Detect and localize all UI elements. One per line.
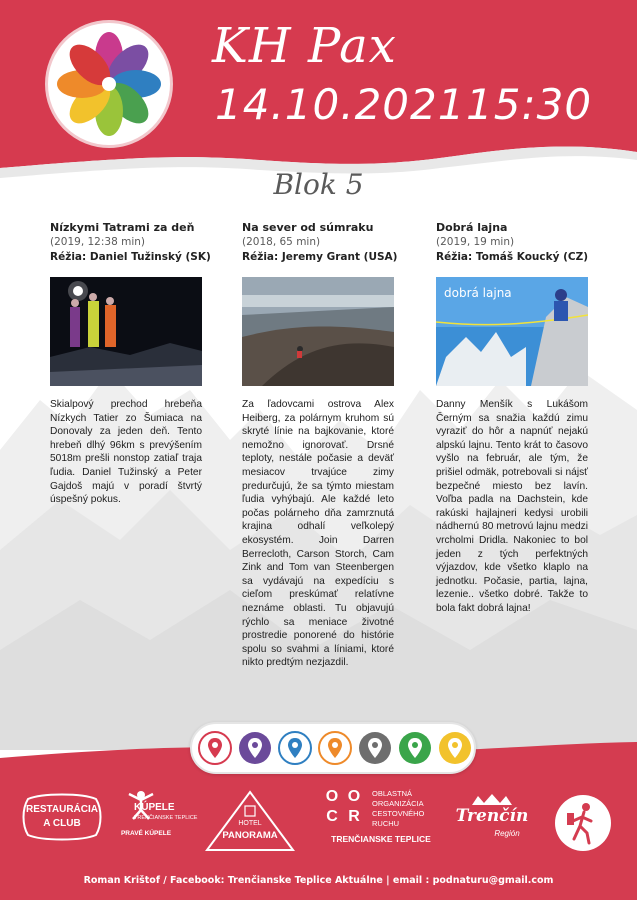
sponsor-kupele-name: KÚPELE xyxy=(134,802,175,813)
pin-bar xyxy=(190,722,476,774)
oocr-letter: O xyxy=(347,788,361,805)
film-meta: (2018, 65 min) xyxy=(242,236,321,248)
hiker-logo-icon xyxy=(553,793,613,853)
oocr-word: OBLASTNÁ xyxy=(372,789,413,798)
map-pin-icon xyxy=(398,731,432,765)
film-card xyxy=(242,220,402,669)
event-title: KH Pax xyxy=(212,18,397,74)
event-date: 14.10.2021 xyxy=(215,80,466,129)
film-card xyxy=(436,220,596,614)
footer-credit: Roman Krištof / Facebook: Trenčianske Teplice Aktuálne | email : podnaturu@gmail.com xyxy=(83,875,554,886)
film-image-caption: dobrá lajna xyxy=(444,286,512,300)
festival-logo xyxy=(45,20,173,148)
block-title: Blok 5 xyxy=(273,168,364,201)
map-pin-icon xyxy=(238,731,272,765)
sponsor-oocr-logo xyxy=(322,788,442,854)
film-card xyxy=(50,220,211,506)
film-description: Skialpový prechod hrebeňa Nízkych Tatier zo Šumiaca na Donovaly za jeden deň. Tento hrebeň dlhý 96km s prevýšením 5018m prešli nonstop zatiaľ traja ľudia. Daniel Tužinský a Peter Gajdoš majú v poradí štvrtý úspešný pokus. xyxy=(50,399,202,506)
sponsor-restauracia-logo xyxy=(22,793,102,841)
sponsor-trencin-sub: Región xyxy=(494,829,520,838)
sponsor-kupele-tagline: PRAVÉ KÚPELE xyxy=(120,830,172,837)
oocr-letter: R xyxy=(348,808,360,825)
sponsor-panorama-line2: PANORAMA xyxy=(222,830,278,841)
sponsor-panorama-logo xyxy=(205,790,295,852)
film-still-arctic-biker xyxy=(242,277,394,386)
map-pin-icon xyxy=(438,731,472,765)
film-still-night-skiers xyxy=(50,277,202,386)
map-pin-icon xyxy=(358,731,392,765)
film-director: Réžia: Daniel Tužinský (SK) xyxy=(50,251,211,263)
oocr-place: TRENČIANSKE TEPLICE xyxy=(331,834,431,844)
oocr-letter: C xyxy=(326,808,338,825)
film-meta: (2019, 19 min) xyxy=(436,236,515,248)
film-description: Za ľadovcami ostrova Alex Heiberg, za polárnym kruhom sú skryté línie na bajkovanie, ktoré nemožno ignorovať. Drsné teploty, nestále počasie a deväť mesiacov trvajúce zimy predurčujú, že sa týmto miestam ľudia vyhýbajú. Ale každé leto počas polárneho dňa zamrznutá krajina odhalí veľkolepý ekosystém. Join Darren Berrecloth, Carson Storch, Cam Zink and Tom van Steenbergen sa vydávajú na expedíciu s cieľom preskúmať relatívne neznáme oblasti. Tu objavujú rýchlo sa meniace životné prostredie ponorené do histórie spolu so svahmi a líniami, ktoré nikto predtým nezjazdil. xyxy=(242,399,394,669)
film-title: Na sever od súmraku xyxy=(242,221,374,234)
sponsor-panorama-line1: HOTEL xyxy=(238,820,262,827)
oocr-letter: O xyxy=(325,788,339,805)
map-pin-icon xyxy=(198,731,232,765)
film-director: Réžia: Tomáš Koucký (CZ) xyxy=(436,251,589,263)
oocr-word: ORGANIZÁCIA xyxy=(372,799,424,808)
oocr-word: RUCHU xyxy=(372,819,400,828)
map-pin-icon xyxy=(278,731,312,765)
oocr-word: CESTOVNÉHO xyxy=(372,809,425,818)
sponsor-trencin-logo xyxy=(452,793,532,849)
sponsor-restauracia-line1: RESTAURÁCIA xyxy=(25,804,99,815)
map-pin-icon xyxy=(318,731,352,765)
film-still-highline xyxy=(436,277,588,386)
sponsor-kupele-logo xyxy=(116,790,196,855)
film-meta: (2019, 12:38 min) xyxy=(50,236,145,248)
film-description: Danny Menšík s Lukášom Černým sa snažia každú zimu vyraziť do hôr a napnúť nejakú alpskú lajnu. Tento krát to časovo vyšlo na február, ale tým, že prišiel odmäk, potrebovali si nájsť bezpečné miesto bez lavín. Voľba padla na Dachstein, kde rakúski hajlajneri kedysi urobili nádhernú 80 metrovú lajnu medzi vrcholmi Dridla. Nakoniec to bol jeden z tých perfektných výjazdov, kde všetko klaplo na jednotku. Počasie, partia, lajna, lezenie.. všetko dobré. Takže to bola fakt dobrá lajna! xyxy=(436,399,588,614)
sponsor-restauracia-line2: A CLUB xyxy=(43,818,81,829)
sponsor-trencin-name: Trenčín xyxy=(455,806,529,826)
event-time: 15:30 xyxy=(466,80,593,129)
flower-logo-icon xyxy=(48,23,170,145)
sponsor-kupele-sub: TRENČIANSKE TEPLICE xyxy=(134,815,198,821)
film-title: Nízkymi Tatrami za deň xyxy=(50,221,195,234)
film-title: Dobrá lajna xyxy=(436,221,508,234)
film-director: Réžia: Jeremy Grant (USA) xyxy=(242,251,398,263)
trencin-crown-icon xyxy=(452,793,532,807)
